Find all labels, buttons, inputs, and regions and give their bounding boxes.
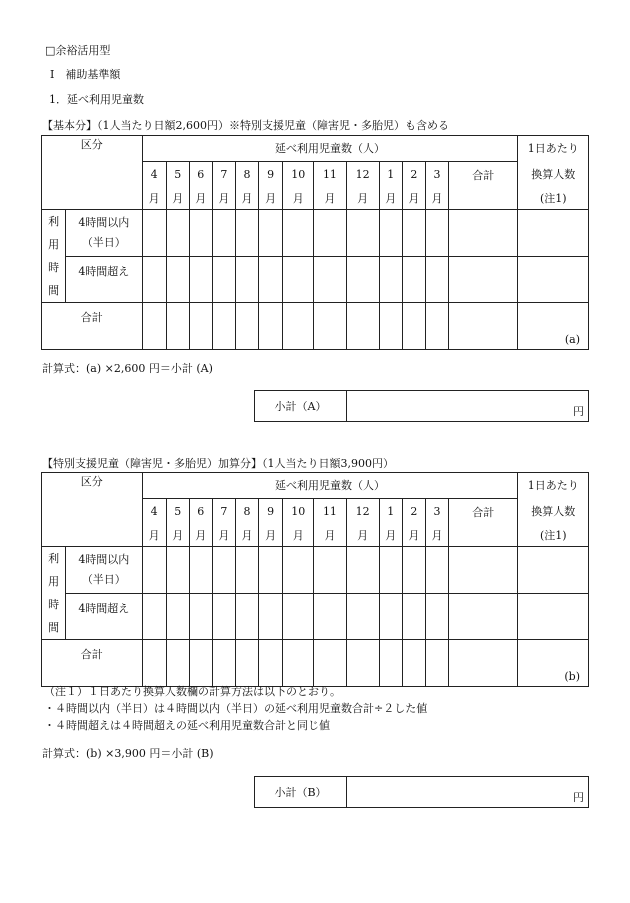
per-day-cell[interactable] <box>518 547 589 594</box>
data-cell[interactable] <box>379 547 402 594</box>
row-label-4h-over: 4時間超え <box>66 256 142 303</box>
special-count-table <box>41 472 589 687</box>
per-day-header: 1日あたり <box>518 473 589 499</box>
data-cell[interactable] <box>166 210 189 257</box>
month-number: 2 <box>402 499 425 525</box>
month-unit: 月 <box>379 525 402 547</box>
data-cell[interactable] <box>425 303 448 350</box>
total-cell[interactable] <box>449 640 518 687</box>
month-unit: 月 <box>283 188 314 210</box>
data-cell[interactable] <box>212 210 235 257</box>
month-number: 8 <box>235 499 258 525</box>
month-unit: 月 <box>259 188 283 210</box>
month-unit: 月 <box>212 188 235 210</box>
month-unit: 月 <box>314 525 346 547</box>
row-label-4h-over: 4時間超え <box>66 593 142 640</box>
data-cell[interactable] <box>142 593 166 640</box>
data-cell[interactable] <box>425 640 448 687</box>
basic-table-title: 【基本分】（1人当たり日額2,600円）※特別支援児童（障害児・多胎児）も含める <box>42 119 449 132</box>
data-cell[interactable] <box>212 547 235 594</box>
data-cell[interactable] <box>425 593 448 640</box>
data-cell[interactable] <box>402 640 425 687</box>
data-cell[interactable] <box>402 593 425 640</box>
data-cell[interactable] <box>142 547 166 594</box>
data-cell[interactable] <box>166 547 189 594</box>
data-cell[interactable] <box>346 593 379 640</box>
section-title: Ⅰ 補助基準額 <box>50 68 121 81</box>
data-cell[interactable] <box>235 640 258 687</box>
per-day-header: 1日あたり <box>518 136 589 162</box>
data-cell[interactable] <box>402 547 425 594</box>
data-cell[interactable] <box>259 547 283 594</box>
month-number: 1 <box>379 499 402 525</box>
month-number: 7 <box>212 162 235 188</box>
total-row-label: 合計 <box>42 303 143 350</box>
subtotal-a-box <box>254 390 589 422</box>
data-cell[interactable] <box>189 303 212 350</box>
formula-a: 計算式：(a) ×2,600 円＝小計 (A) <box>42 362 213 375</box>
month-number: 5 <box>166 499 189 525</box>
month-unit: 月 <box>346 188 379 210</box>
month-unit: 月 <box>259 525 283 547</box>
data-cell[interactable] <box>166 303 189 350</box>
data-cell[interactable] <box>142 303 166 350</box>
subtotal-b-field[interactable] <box>347 777 589 808</box>
note-1: （注１）１日あたり換算人数欄の計算方法は以下のとおり。 <box>44 685 341 698</box>
month-unit: 月 <box>346 525 379 547</box>
month-number: 12 <box>346 499 379 525</box>
data-cell[interactable] <box>212 640 235 687</box>
month-unit: 月 <box>425 188 448 210</box>
data-cell[interactable] <box>402 256 425 303</box>
per-day-cell[interactable] <box>518 210 589 257</box>
month-number: 9 <box>259 499 283 525</box>
month-unit: 月 <box>166 188 189 210</box>
data-cell[interactable] <box>425 210 448 257</box>
total-cell[interactable] <box>449 256 518 303</box>
data-cell[interactable] <box>259 210 283 257</box>
data-cell[interactable] <box>235 256 258 303</box>
month-number: 4 <box>142 499 166 525</box>
subtotal-b-label: 小計（B） <box>255 777 347 808</box>
data-cell[interactable] <box>259 303 283 350</box>
month-unit: 月 <box>212 525 235 547</box>
data-cell[interactable] <box>189 640 212 687</box>
data-cell[interactable] <box>259 593 283 640</box>
data-cell[interactable] <box>314 210 346 257</box>
month-number: 1 <box>379 162 402 188</box>
data-cell[interactable] <box>283 547 314 594</box>
month-number: 6 <box>189 499 212 525</box>
data-cell[interactable] <box>314 256 346 303</box>
note-3: ・４時間超えは４時間超えの延べ利用児童数合計と同じ値 <box>44 719 330 732</box>
month-number: 10 <box>283 162 314 188</box>
note-2: ・４時間以内（半日）は４時間以内（半日）の延べ利用児童数合計÷２した値 <box>44 702 428 715</box>
month-unit: 月 <box>402 188 425 210</box>
month-unit: 月 <box>142 188 166 210</box>
kubun-header: 区分 <box>42 136 143 210</box>
data-cell[interactable] <box>379 640 402 687</box>
data-cell[interactable] <box>379 210 402 257</box>
data-cell[interactable] <box>235 303 258 350</box>
data-cell[interactable] <box>283 210 314 257</box>
subsection-title: 1．延べ利用児童数 <box>49 93 144 106</box>
row-label-4h: 4時間以内 （半日） <box>66 210 142 257</box>
data-cell[interactable] <box>346 210 379 257</box>
total-header: 合計 <box>449 162 518 210</box>
month-number: 10 <box>283 499 314 525</box>
month-unit: 月 <box>379 188 402 210</box>
data-cell[interactable] <box>402 303 425 350</box>
data-cell[interactable] <box>189 256 212 303</box>
data-cell[interactable] <box>314 303 346 350</box>
data-cell[interactable] <box>425 256 448 303</box>
data-cell[interactable] <box>142 640 166 687</box>
data-cell[interactable] <box>189 210 212 257</box>
yen-unit: 円 <box>573 791 584 804</box>
data-cell[interactable] <box>259 256 283 303</box>
per-day-total-b[interactable]: (b) <box>518 640 589 687</box>
per-day-header: (注1) <box>518 525 589 547</box>
month-number: 4 <box>142 162 166 188</box>
data-cell[interactable] <box>346 640 379 687</box>
month-number: 11 <box>314 499 346 525</box>
data-cell[interactable] <box>166 640 189 687</box>
data-cell[interactable] <box>212 303 235 350</box>
total-cell[interactable] <box>449 303 518 350</box>
total-cell[interactable] <box>449 593 518 640</box>
per-day-header: 換算人数 <box>518 499 589 525</box>
data-cell[interactable] <box>379 593 402 640</box>
per-day-cell[interactable] <box>518 256 589 303</box>
month-number: 3 <box>425 162 448 188</box>
subtotal-a-field[interactable] <box>347 391 589 422</box>
data-cell[interactable] <box>379 303 402 350</box>
document-heading: □余裕活用型 <box>45 44 111 57</box>
month-unit: 月 <box>189 525 212 547</box>
data-cell[interactable] <box>212 593 235 640</box>
month-unit: 月 <box>142 525 166 547</box>
data-cell[interactable] <box>283 640 314 687</box>
month-unit: 月 <box>166 525 189 547</box>
month-number: 6 <box>189 162 212 188</box>
data-cell[interactable] <box>235 593 258 640</box>
per-day-header: 換算人数 <box>518 162 589 188</box>
data-cell[interactable] <box>346 303 379 350</box>
data-cell[interactable] <box>235 210 258 257</box>
per-day-header: (注1) <box>518 188 589 210</box>
month-number: 9 <box>259 162 283 188</box>
month-number: 11 <box>314 162 346 188</box>
data-cell[interactable] <box>259 640 283 687</box>
kubun-header: 区分 <box>42 473 143 547</box>
data-cell[interactable] <box>283 303 314 350</box>
data-cell[interactable] <box>425 547 448 594</box>
month-unit: 月 <box>189 188 212 210</box>
formula-b: 計算式：(b) ×3,900 円＝小計 (B) <box>42 747 214 760</box>
data-cell[interactable] <box>166 593 189 640</box>
data-cell[interactable] <box>212 256 235 303</box>
nobe-header: 延べ利用児童数（人） <box>142 136 518 162</box>
data-cell[interactable] <box>379 256 402 303</box>
month-number: 3 <box>425 499 448 525</box>
yen-unit: 円 <box>573 405 584 418</box>
special-table-title: 【特別支援児童（障害児・多胎児）加算分】（1人当たり日額3,900円） <box>42 457 394 470</box>
data-cell[interactable] <box>142 256 166 303</box>
usage-time-label: 利 用 時 間 <box>42 547 66 640</box>
month-unit: 月 <box>283 525 314 547</box>
data-cell[interactable] <box>346 256 379 303</box>
usage-time-label: 利 用 時 間 <box>42 210 66 303</box>
month-number: 7 <box>212 499 235 525</box>
total-cell[interactable] <box>449 547 518 594</box>
month-number: 5 <box>166 162 189 188</box>
per-day-total-a[interactable]: (a) <box>518 303 589 350</box>
data-cell[interactable] <box>235 547 258 594</box>
data-cell[interactable] <box>314 547 346 594</box>
data-cell[interactable] <box>142 210 166 257</box>
month-number: 8 <box>235 162 258 188</box>
basic-count-table <box>41 135 589 350</box>
subtotal-a-label: 小計（A） <box>255 391 347 422</box>
data-cell[interactable] <box>346 547 379 594</box>
data-cell[interactable] <box>314 593 346 640</box>
total-row-label: 合計 <box>42 640 143 687</box>
data-cell[interactable] <box>189 547 212 594</box>
data-cell[interactable] <box>283 256 314 303</box>
data-cell[interactable] <box>402 210 425 257</box>
total-cell[interactable] <box>449 210 518 257</box>
per-day-cell[interactable] <box>518 593 589 640</box>
nobe-header: 延べ利用児童数（人） <box>142 473 518 499</box>
data-cell[interactable] <box>166 256 189 303</box>
month-unit: 月 <box>235 188 258 210</box>
month-unit: 月 <box>314 188 346 210</box>
month-unit: 月 <box>235 525 258 547</box>
month-unit: 月 <box>402 525 425 547</box>
total-header: 合計 <box>449 499 518 547</box>
data-cell[interactable] <box>314 640 346 687</box>
month-unit: 月 <box>425 525 448 547</box>
row-label-4h: 4時間以内 （半日） <box>66 547 142 594</box>
data-cell[interactable] <box>283 593 314 640</box>
month-number: 2 <box>402 162 425 188</box>
month-number: 12 <box>346 162 379 188</box>
subtotal-b-box <box>254 776 589 808</box>
data-cell[interactable] <box>189 593 212 640</box>
